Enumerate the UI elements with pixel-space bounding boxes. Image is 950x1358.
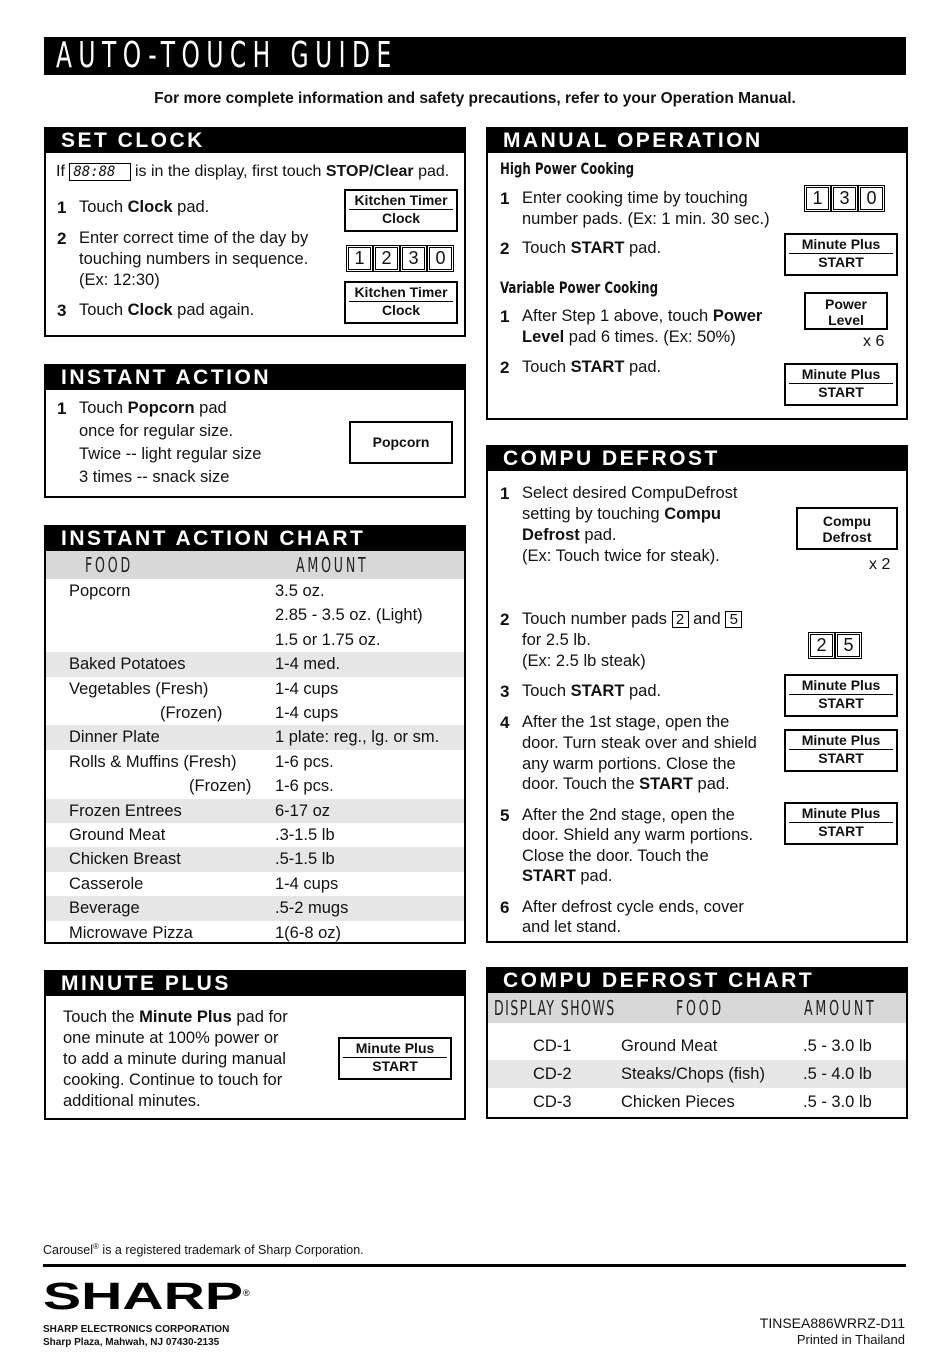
step-text: 3 times -- snack size bbox=[79, 468, 230, 486]
minute-plus-start-pad[interactable]: Minute Plus START bbox=[784, 233, 898, 276]
step-number: 1 bbox=[57, 399, 67, 418]
amount-cell: .5 - 3.0 lb bbox=[803, 1037, 872, 1055]
amount-cell: 6-17 oz bbox=[275, 801, 331, 820]
number-pad[interactable]: 1 bbox=[348, 247, 371, 270]
food-cell: Popcorn bbox=[69, 582, 131, 600]
logo-registered: ® bbox=[243, 1288, 250, 1298]
food-cell: Baked Potatoes bbox=[69, 655, 186, 674]
step-text: After the 1st stage, open the bbox=[522, 713, 730, 731]
footer-divider bbox=[43, 1264, 906, 1267]
number-pad: 2 bbox=[672, 611, 689, 628]
amount-cell: .5 - 3.0 lb bbox=[803, 1093, 872, 1111]
subtitle: For more complete information and safety precautions, refer to your Operation Manual. bbox=[154, 90, 796, 107]
kitchen-timer-clock-pad[interactable]: Kitchen Timer Clock bbox=[344, 189, 458, 232]
step-text: door. Touch the START pad. bbox=[522, 775, 730, 793]
minute-plus-text: Touch the Minute Plus pad for bbox=[63, 1008, 288, 1026]
column-header-food: FOOD bbox=[85, 553, 133, 577]
document-code: TINSEA886WRRZ-D11 bbox=[759, 1315, 905, 1331]
section-heading: MINUTE PLUS bbox=[46, 972, 464, 996]
minute-plus-text: additional minutes. bbox=[63, 1092, 201, 1110]
step-text: touching numbers in sequence. bbox=[79, 250, 309, 268]
number-pads bbox=[348, 247, 452, 270]
subheading: High Power Cooking bbox=[500, 159, 635, 178]
section-heading: INSTANT ACTION CHART bbox=[46, 527, 464, 551]
amount-cell: .5-2 mugs bbox=[275, 899, 349, 918]
subheading: Variable Power Cooking bbox=[500, 278, 659, 297]
amount-cell: 1-4 med. bbox=[275, 655, 341, 674]
instant-action-chart bbox=[44, 525, 466, 944]
food-cell: Rolls & Muffins (Fresh) bbox=[69, 752, 237, 771]
step-text: After defrost cycle ends, cover bbox=[522, 898, 744, 916]
number-pad[interactable]: 0 bbox=[429, 247, 452, 270]
compu-defrost-pad[interactable]: Compu Defrost bbox=[796, 507, 898, 550]
food-cell: Microwave Pizza bbox=[69, 923, 193, 942]
manual-operation-section bbox=[486, 127, 908, 420]
food-cell: Frozen Entrees bbox=[69, 801, 182, 820]
amount-cell: 1-4 cups bbox=[275, 874, 339, 893]
step-text: Twice -- light regular size bbox=[79, 445, 262, 463]
number-pad: 5 bbox=[725, 611, 742, 628]
food-cell: Dinner Plate bbox=[69, 728, 160, 747]
number-pad[interactable]: 2 bbox=[810, 634, 833, 657]
step-text: once for regular size. bbox=[79, 422, 234, 440]
food-cell: Chicken Pieces bbox=[621, 1093, 735, 1111]
minute-plus-start-pad[interactable]: Minute Plus START bbox=[338, 1037, 452, 1080]
step-text: Touch number pads 2 and 5 bbox=[522, 609, 742, 630]
step-number: 2 bbox=[500, 239, 510, 258]
number-pad[interactable]: 0 bbox=[860, 187, 883, 210]
number-pad[interactable]: 1 bbox=[806, 187, 829, 210]
step-text: (Ex: 2.5 lb steak) bbox=[522, 652, 646, 670]
instant-action-section bbox=[44, 364, 466, 498]
step-number: 5 bbox=[500, 806, 510, 825]
food-cell: Chicken Breast bbox=[69, 850, 181, 869]
column-header-amount: AMOUNT bbox=[804, 996, 877, 1020]
corporation-name: SHARP ELECTRONICS CORPORATION bbox=[43, 1324, 230, 1335]
step-text: Touch START pad. bbox=[522, 682, 662, 700]
food-cell: Casserole bbox=[69, 874, 144, 893]
display-readout: 88:88 bbox=[69, 163, 130, 181]
column-header-display: DISPLAY SHOWS bbox=[494, 996, 616, 1020]
amount-cell: 1(6-8 oz) bbox=[275, 923, 342, 942]
food-cell: (Frozen) bbox=[189, 777, 252, 796]
compu-defrost-chart bbox=[486, 967, 908, 1119]
page-title: AUTO-TOUCH GUIDE bbox=[56, 35, 398, 76]
step-text: any warm portions. Close the bbox=[522, 755, 736, 773]
step-number: 4 bbox=[500, 713, 510, 732]
amount-cell: 1-6 pcs. bbox=[275, 752, 334, 771]
food-cell: Steaks/Chops (fish) bbox=[621, 1065, 765, 1083]
code-cell: CD-1 bbox=[533, 1037, 572, 1055]
step-number: 3 bbox=[57, 301, 67, 320]
step-number: 2 bbox=[500, 358, 510, 377]
step-text: Touch Popcorn pad bbox=[79, 399, 227, 417]
step-text: Defrost pad. bbox=[522, 526, 617, 544]
press-count: x 6 bbox=[863, 333, 885, 350]
step-text: door. Turn steak over and shield bbox=[522, 734, 757, 752]
code-cell: CD-2 bbox=[533, 1065, 572, 1083]
step-number: 2 bbox=[57, 229, 67, 248]
step-text: Touch START pad. bbox=[522, 239, 662, 257]
press-count: x 2 bbox=[869, 556, 891, 573]
food-cell: Beverage bbox=[69, 899, 140, 918]
amount-cell: 1-4 cups bbox=[275, 704, 339, 722]
amount-cell: .5 - 4.0 lb bbox=[803, 1065, 872, 1083]
food-cell: Ground Meat bbox=[621, 1037, 718, 1055]
number-pad[interactable]: 5 bbox=[837, 634, 860, 657]
column-header-food: FOOD bbox=[676, 996, 724, 1020]
title-bar bbox=[44, 37, 906, 75]
step-text: Touch START pad. bbox=[522, 358, 662, 376]
minute-plus-text: to add a minute during manual bbox=[63, 1050, 286, 1068]
number-pad[interactable]: 3 bbox=[402, 247, 425, 270]
number-pad[interactable]: 2 bbox=[375, 247, 398, 270]
step-text: Select desired CompuDefrost bbox=[522, 484, 738, 502]
trademark-note: Carousel® is a registered trademark of Sharp Corporation. bbox=[43, 1242, 364, 1258]
popcorn-pad[interactable]: Popcorn bbox=[349, 421, 453, 464]
step-text: START pad. bbox=[522, 867, 613, 885]
set-clock-intro: If 88:88 is in the display, first touch STOP/Clear pad. bbox=[56, 163, 450, 180]
food-cell: (Frozen) bbox=[160, 704, 223, 722]
step-text: Enter correct time of the day by bbox=[79, 229, 309, 247]
step-text: (Ex: 12:30) bbox=[79, 271, 160, 289]
step-text: door. Shield any warm portions. bbox=[522, 826, 754, 844]
minute-plus-start-pad[interactable]: Minute Plus START bbox=[784, 802, 898, 845]
step-number: 1 bbox=[500, 307, 510, 326]
compu-defrost-section bbox=[486, 445, 908, 943]
step-text: number pads. (Ex: 1 min. 30 sec.) bbox=[522, 210, 770, 228]
amount-cell: 1 plate: reg., lg. or sm. bbox=[275, 728, 440, 747]
minute-plus-text: one minute at 100% power or bbox=[63, 1029, 279, 1047]
amount-cell: 2.85 - 3.5 oz. (Light) bbox=[275, 606, 423, 625]
amount-cell: 3.5 oz. bbox=[275, 582, 325, 600]
section-heading: COMPU DEFROST bbox=[488, 447, 906, 471]
amount-cell: .5-1.5 lb bbox=[275, 850, 335, 869]
step-text: After Step 1 above, touch Power bbox=[522, 307, 763, 325]
step-text: Touch Clock pad again. bbox=[79, 301, 255, 319]
step-text: (Ex: Touch twice for steak). bbox=[522, 547, 720, 565]
step-text: After the 2nd stage, open the bbox=[522, 806, 735, 824]
kitchen-timer-clock-pad[interactable]: Kitchen Timer Clock bbox=[344, 281, 458, 324]
column-header-amount: AMOUNT bbox=[296, 553, 369, 577]
amount-cell: 1-4 cups bbox=[275, 679, 339, 698]
power-level-pad[interactable]: Power Level bbox=[804, 292, 888, 330]
step-number: 1 bbox=[500, 484, 510, 503]
number-pads bbox=[810, 634, 860, 657]
set-clock-section bbox=[44, 127, 466, 337]
chart-header bbox=[46, 551, 464, 579]
minute-plus-text: cooking. Continue to touch for bbox=[63, 1071, 283, 1089]
step-text: Level pad 6 times. (Ex: 50%) bbox=[522, 328, 736, 346]
step-number: 6 bbox=[500, 898, 510, 917]
number-pad[interactable]: 3 bbox=[833, 187, 856, 210]
step-text: for 2.5 lb. bbox=[522, 631, 591, 649]
printed-in: Printed in Thailand bbox=[796, 1332, 905, 1347]
amount-cell: .3-1.5 lb bbox=[275, 826, 335, 844]
section-heading: SET CLOCK bbox=[46, 129, 464, 153]
section-heading: COMPU DEFROST CHART bbox=[488, 969, 906, 993]
logo-text: SHARP bbox=[43, 1278, 243, 1314]
step-text: Close the door. Touch the bbox=[522, 847, 709, 865]
minute-plus-start-pad[interactable]: Minute Plus START bbox=[784, 729, 898, 772]
step-text: Touch Clock pad. bbox=[79, 198, 210, 216]
step-number: 2 bbox=[500, 610, 510, 629]
chart-header bbox=[488, 993, 906, 1023]
minute-plus-section bbox=[44, 970, 466, 1120]
sharp-logo bbox=[43, 1278, 253, 1319]
step-text: and let stand. bbox=[522, 918, 622, 936]
food-cell: Ground Meat bbox=[69, 826, 166, 844]
amount-cell: 1-6 pcs. bbox=[275, 777, 334, 796]
step-number: 1 bbox=[57, 198, 67, 217]
corporation-address: Sharp Plaza, Mahwah, NJ 07430-2135 bbox=[43, 1337, 220, 1348]
amount-cell: 1.5 or 1.75 oz. bbox=[275, 630, 381, 649]
code-cell: CD-3 bbox=[533, 1093, 572, 1111]
step-number: 3 bbox=[500, 682, 510, 701]
minute-plus-start-pad[interactable]: Minute Plus START bbox=[784, 674, 898, 717]
step-number: 1 bbox=[500, 189, 510, 208]
minute-plus-start-pad[interactable]: Minute Plus START bbox=[784, 363, 898, 406]
step-text: Enter cooking time by touching bbox=[522, 189, 748, 207]
number-pads bbox=[806, 187, 883, 210]
food-cell: Vegetables (Fresh) bbox=[69, 679, 209, 698]
section-heading: MANUAL OPERATION bbox=[488, 129, 906, 153]
step-text: setting by touching Compu bbox=[522, 505, 722, 523]
section-heading: INSTANT ACTION bbox=[46, 366, 464, 390]
